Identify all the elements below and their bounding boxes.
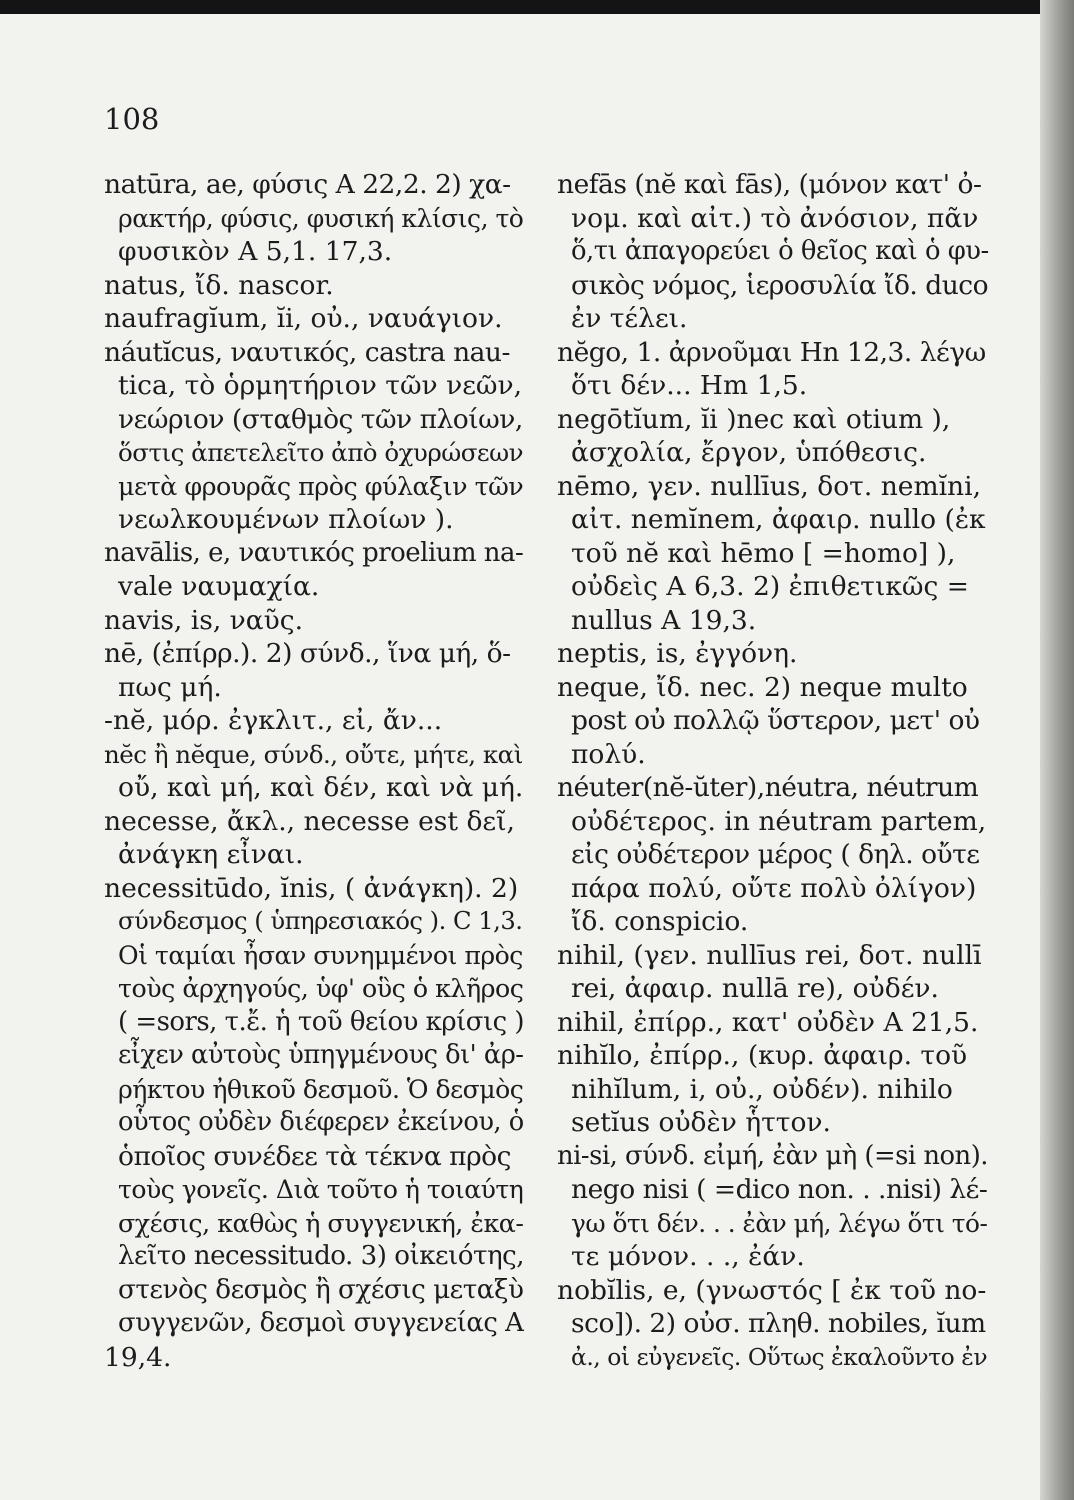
scan-right-edge [1040,0,1074,1500]
dictionary-line: néuter(nĕ-ŭter),néutra, néutrum [557,772,979,803]
dictionary-line: πάρα πολύ, οὔτε πολὺ ὀλίγον) [571,872,977,904]
dictionary-line: μετὰ φρουρᾶς πρὸς φύλαξιν τῶν [118,470,524,501]
dictionary-line: navis, is, ναῦς. [104,604,304,636]
dictionary-line: nihĭlum, i, οὐ., οὐδέν). nihilo [571,1073,953,1105]
dictionary-line: πολύ. [571,738,646,770]
dictionary-line: negōtĭum, ĭi )nec καὶ otium ), [557,403,951,435]
dictionary-line: ἀσχολία, ἔργον, ὑπόθεσις. [571,437,927,468]
dictionary-line: náutĭcus, ναυτικός, castra nau- [104,336,510,368]
dictionary-line: ἀ., οἱ εὐγενεῖς. Οὕτως ἐκαλοῦντο ἐν [571,1342,988,1371]
dictionary-line: Οἱ ταμίαι ἦσαν συνημμένοι πρὸς [118,940,523,970]
right-column [557,168,989,1374]
dictionary-line: τοῦ nĕ καὶ hēmo [ =homo] ), [571,537,956,569]
dictionary-line: τε μόνον. . ., ἐάν. [571,1241,805,1272]
dictionary-line: nihil, ἐπίρρ., κατ' οὐδὲν A 21,5. [557,1006,979,1038]
dictionary-line: στενὸς δεσμὸς ἢ σχέσις μεταξὺ [118,1274,524,1305]
dictionary-line: nobĭlis, e, (γνωστός [ ἐκ τοῦ no- [557,1274,987,1306]
dictionary-line: nego nisi ( =dico non. . .nisi) λέ- [571,1174,988,1205]
dictionary-line: nefās (nĕ καὶ fās), (μόνον κατ' ὀ- [557,169,982,200]
dictionary-line: οὔ, καὶ μή, καὶ δέν, καὶ νὰ μή. [118,772,524,803]
dictionary-line: ρήκτου ἠθικοῦ δεσμοῦ. Ὁ δεσμὸς [118,1074,524,1104]
dictionary-line: neque, ἴδ. nec. 2) neque multo [557,671,968,703]
dictionary-line: 19,4. [104,1341,172,1373]
dictionary-line: οὐδεὶς A 6,3. 2) ἐπιθετικῶς = [571,571,969,602]
dictionary-line: πως μή. [118,671,222,703]
scan-top-edge [0,0,1074,14]
dictionary-line: εἰς οὐδέτερον μέρος ( δηλ. οὔτε [571,839,980,870]
dictionary-line: συγγενῶν, δεσμοὶ συγγενείας A [118,1308,524,1338]
dictionary-line: nihil, (γεν. nullīus rei, δοτ. nullī [557,939,982,971]
dictionary-line: neptis, is, ἐγγόνη. [557,638,798,669]
dictionary-line: ρακτήρ, φύσις, φυσική κλίσις, τὸ [118,203,524,233]
dictionary-line: ὅστις ἀπετελεῖτο ἀπὸ ὀχυρώσεων [118,438,523,467]
left-column [104,168,524,1374]
dictionary-line: natūra, ae, φύσις A 22,2. 2) χα- [104,169,511,200]
dictionary-line: ὅ,τι ἀπαγορεύει ὁ θεῖος καὶ ὁ φυ- [571,236,989,266]
dictionary-line: nullus A 19,3. [571,604,757,636]
dictionary-line: natus, ἴδ. nascor. [104,269,334,301]
dictionary-line: rei, ἀφαιρ. nullā re), οὐδέν. [571,973,939,1004]
dictionary-line: σχέσις, καθὼς ἡ συγγενική, ἐκα- [118,1207,524,1238]
dictionary-line: αἰτ. nemĭnem, ἀφαιρ. nullo (ἐκ [571,504,986,535]
dictionary-line: necesse, ἄκλ., necesse est δεῖ, [104,805,515,837]
dictionary-line: ἐν τέλει. [571,303,688,334]
dictionary-line: ni-si, σύνδ. εἰμή, ἐὰν μὴ (=si non). [557,1140,988,1171]
dictionary-line: ἀνάγκη εἶναι. [118,839,304,870]
dictionary-line: οὐδέτερος. in néutram partem, [571,805,987,837]
dictionary-line: setĭus οὐδὲν ἧττον. [571,1107,831,1138]
dictionary-line: εἶχεν αὐτοὺς ὑπηγμένους δι' ἀρ- [118,1040,524,1070]
dictionary-line: naufragĭum, ĭi, οὐ., ναυάγιον. [104,303,503,334]
dictionary-line: φυσικὸν A 5,1. 17,3. [118,236,393,267]
dictionary-line: nihĭlo, ἐπίρρ., (κυρ. ἀφαιρ. τοῦ [557,1040,968,1071]
dictionary-line: ὅτι δέν... Hm 1,5. [571,370,808,401]
dictionary-line: nĕc ἢ nĕque, σύνδ., οὔτε, μήτε, καὶ [104,739,523,769]
dictionary-line: nē, (ἐπίρρ.). 2) σύνδ., ἵνα μή, ὅ- [104,638,511,669]
dictionary-line: sco]). 2) οὐσ. πληθ. nobiles, ĭum [571,1308,986,1339]
dictionary-line: λεῖτο necessitudo. 3) οἰκειότης, [118,1241,525,1271]
dictionary-line: τοὺς γονεῖς. Διὰ τοῦτο ἡ τοιαύτη [118,1175,524,1204]
dictionary-line: tica, τὸ ὁρμητήριον τῶν νεῶν, [118,370,523,401]
dictionary-line: navālis, e, ναυτικός proelium na- [104,537,524,568]
dictionary-line: -nĕ, μόρ. ἐγκλιτ., εἰ, ἄν... [104,705,443,736]
dictionary-line: ( =sors, τ.ἔ. ἡ τοῦ θείου κρίσις ) [118,1006,524,1037]
dictionary-line: τοὺς ἀρχηγούς, ὑφ' οὓς ὁ κλῆρος [118,973,524,1003]
dictionary-line: ἴδ. conspicio. [571,906,749,937]
dictionary-line: nēmo, γεν. nullīus, δοτ. nemĭni, [557,470,982,502]
dictionary-line: σικὸς νόμος, ἱεροσυλία ἴδ. duco [571,269,989,301]
dictionary-line: οὗτος οὐδὲν διέφερεν ἐκείνου, ὁ [118,1107,524,1137]
dictionary-line: γω ὅτι δέν. . . ἐὰν μή, λέγω ὅτι τό- [571,1208,988,1238]
dictionary-line: ὁποῖος συνέδεε τὰ τέκνα πρὸς [118,1140,511,1172]
dictionary-line: νεώριον (σταθμὸς τῶν πλοίων, [118,403,523,435]
dictionary-line: nĕgo, 1. ἀρνοῦμαι Hn 12,3. λέγω [557,336,986,368]
page-number: 108 [104,102,160,136]
dictionary-line: post οὐ πολλῷ ὕστερον, μετ' οὐ [571,705,980,736]
dictionary-line: νεωλκουμένων πλοίων ). [118,504,454,535]
dictionary-line: necessitūdo, ĭnis, ( ἀνάγκη). 2) [104,872,519,904]
dictionary-line: σύνδεσμος ( ὑπηρεσιακός ). C 1,3. [118,907,523,935]
dictionary-line: vale ναυμαχία. [118,571,320,602]
dictionary-line: νομ. καὶ αἰτ.) τὸ ἀνόσιον, πᾶν [571,202,979,234]
